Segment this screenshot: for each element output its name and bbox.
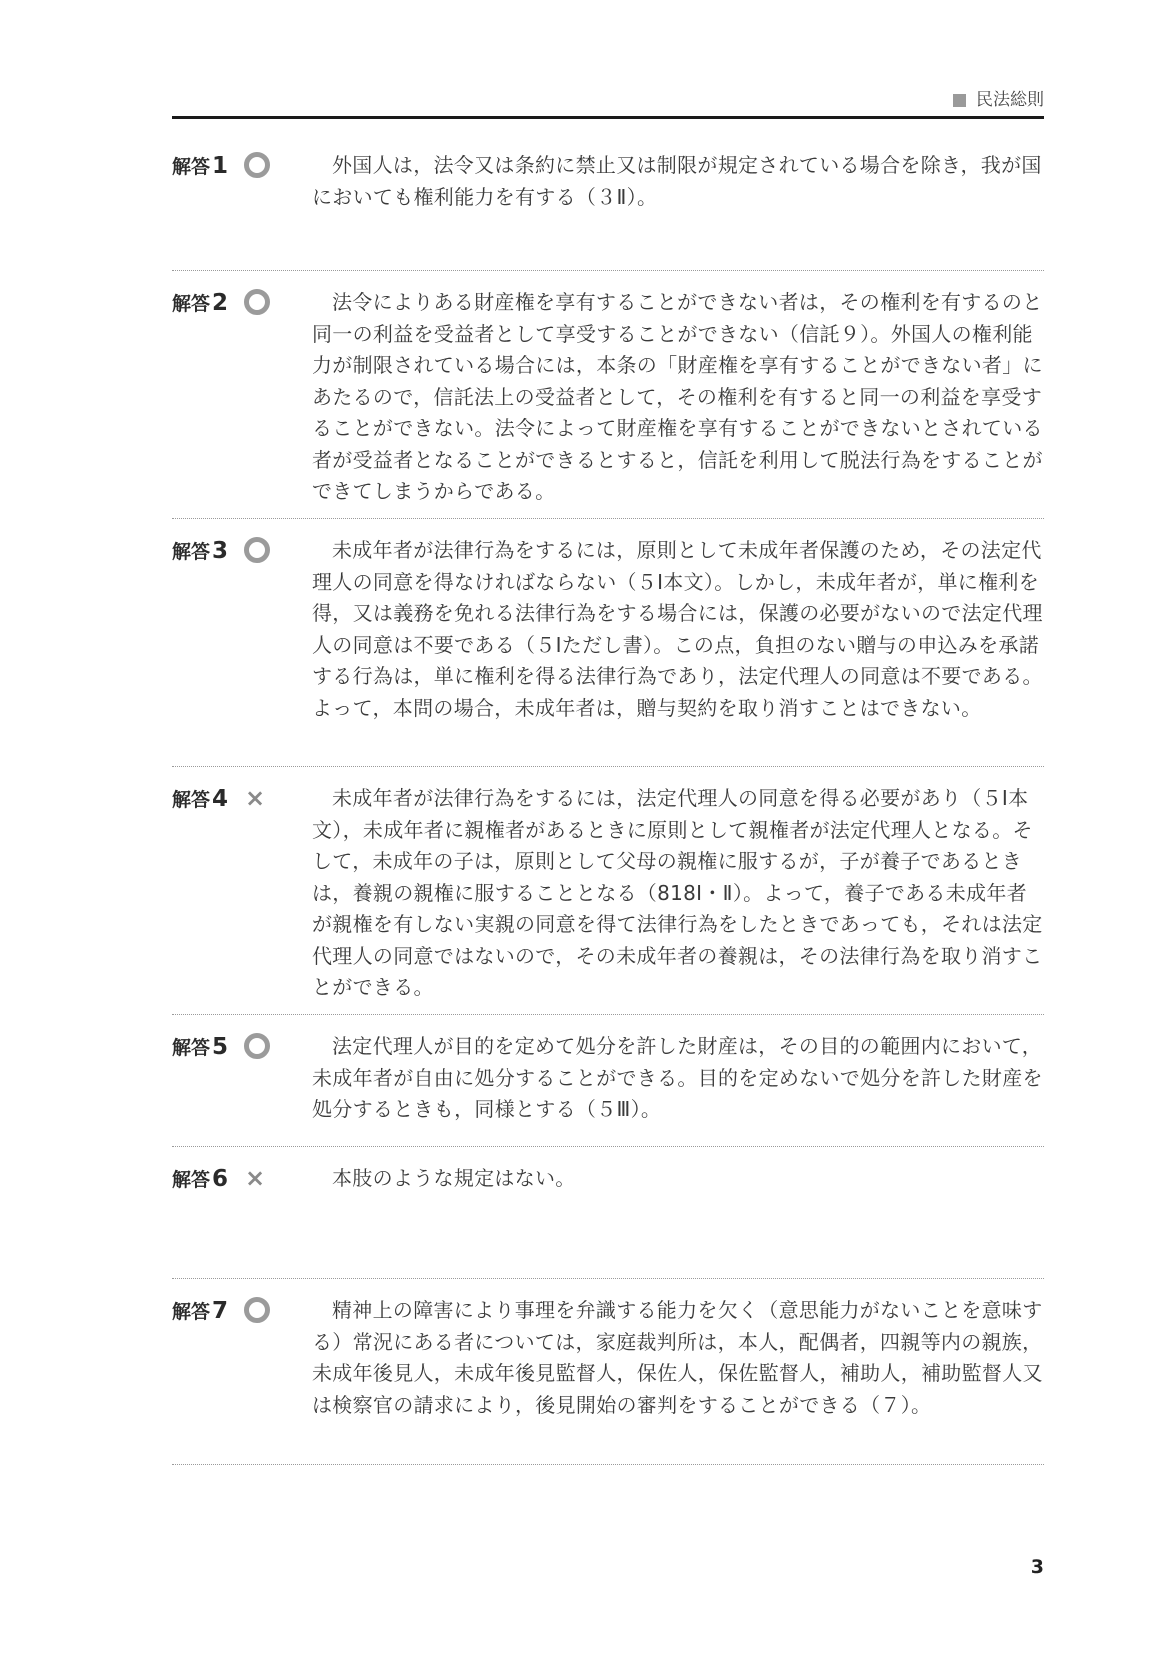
page-number: 3 [1030, 1556, 1044, 1578]
answer-text: 法定代理人が目的を定めて処分を許した財産は，その目的の範囲内において，未成年者が自由に処分することができる。目的を定めないで処分を許した財産を処分するときも，同様とする（５Ⅲ）。 [312, 1034, 1043, 1121]
divider [172, 1146, 1044, 1147]
answer-label: 解答3 [172, 537, 229, 564]
correct-circle-icon [244, 537, 270, 563]
section-title [953, 88, 1044, 112]
answer-heading [172, 150, 270, 180]
answer-label: 解答6 [172, 1165, 229, 1192]
section-title-text: 民法総則 [976, 90, 1044, 110]
answer-text: 未成年者が法律行為をするには，法定代理人の同意を得る必要があり（５Ⅰ本文），未成年者に親権者があるときに原則として親権者が法定代理人となる。そして，未成年の子は，原則として父母の親権に服するが，子が養子であるときは，養親の親権に服することとなる（818Ⅰ・Ⅱ）。よって，養子である未成年者が親権を有しない実親の同意を得て法律行為をしたときであっても，それは法定代理人の同意ではないので，その未成年者の養親は，その法律行為を取り消すことができる。 [312, 786, 1043, 999]
answer-text: 法令によりある財産権を享有することができない者は，その権利を有するのと同一の利益を受益者として享受することができない（信託９）。外国人の権利能力が制限されている場合には，本条の「財産権を享有することができない者」にあたるので，信託法上の受益者として，その権利を有すると同一の利益を享受することができない。法令によって財産権を享有することができないとされている者が受益者となることができるとすると，信託を利用して脱法行為をすることができてしまうからである。 [312, 290, 1043, 503]
answer-heading [172, 287, 270, 317]
correct-circle-icon [244, 1033, 270, 1059]
incorrect-cross-icon: × [244, 784, 266, 812]
divider [172, 766, 1044, 767]
answer-label: 解答7 [172, 1297, 229, 1324]
section-square-icon [953, 94, 966, 107]
answer-label: 解答2 [172, 289, 229, 316]
running-header [172, 88, 1044, 118]
correct-circle-icon [244, 289, 270, 315]
correct-circle-icon [244, 1297, 270, 1323]
correct-circle-icon [244, 152, 270, 178]
answer-text: 精神上の障害により事理を弁識する能力を欠く（意思能力がないことを意味する）常況にある者については，家庭裁判所は，本人，配偶者，四親等内の親族，未成年後見人，未成年後見監督人，保佐人，保佐監督人，補助人，補助監督人又は検察官の請求により，後見開始の審判をすることができる（７）。 [312, 1298, 1043, 1417]
answer-heading [172, 1163, 268, 1193]
divider [172, 1014, 1044, 1015]
divider [172, 518, 1044, 519]
answer-heading [172, 1295, 270, 1325]
divider [172, 270, 1044, 271]
divider [172, 1278, 1044, 1279]
answer-text: 未成年者が法律行為をするには，原則として未成年者保護のため，その法定代理人の同意を得なければならない（５Ⅰ本文）。しかし，未成年者が，単に権利を得，又は義務を免れる法律行為をする場合には，保護の必要がないので法定代理人の同意は不要である（５Ⅰただし書）。この点，負担のない贈与の申込みを承諾する行為は，単に権利を得る法律行為であり，法定代理人の同意は不要である。よって，本問の場合，未成年者は，贈与契約を取り消すことはできない。 [312, 538, 1043, 720]
answer-heading [172, 535, 270, 565]
divider [172, 1464, 1044, 1465]
header-rule [172, 116, 1044, 119]
answer-heading [172, 783, 268, 813]
answer-heading [172, 1031, 270, 1061]
incorrect-cross-icon: × [244, 1164, 266, 1192]
answer-text: 本肢のような規定はない。 [332, 1166, 576, 1190]
answer-label: 解答4 [172, 785, 229, 812]
answer-text: 外国人は，法令又は条約に禁止又は制限が規定されている場合を除き，我が国においても権利能力を有する（３Ⅱ）。 [312, 153, 1042, 209]
answer-label: 解答1 [172, 152, 229, 179]
answer-label: 解答5 [172, 1033, 229, 1060]
